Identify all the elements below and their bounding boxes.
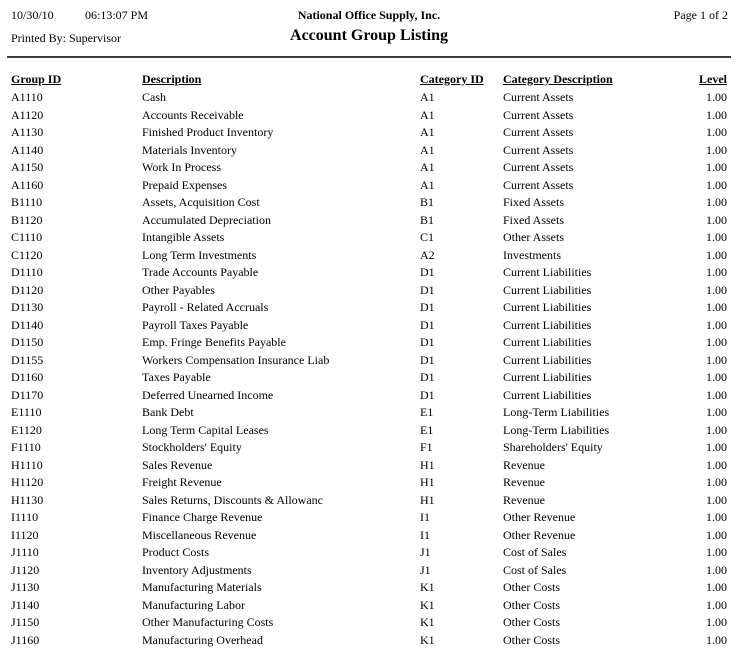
table-row (0, 317, 738, 335)
cell-category-id: H1 (420, 492, 435, 507)
cell-description: Manufacturing Labor (142, 597, 245, 612)
cell-group-id: J1160 (11, 632, 40, 647)
table-row (0, 212, 738, 230)
cell-level: 1.00 (706, 230, 727, 244)
cell-category-id: A1 (420, 142, 435, 157)
cell-group-id: C1110 (11, 230, 43, 244)
cell-category-description: Current Assets (503, 90, 574, 104)
table-row (0, 369, 738, 387)
cell-description: Intangible Assets (142, 230, 225, 244)
report-header (0, 0, 738, 56)
cell-category-description: Investments (503, 247, 561, 262)
cell-category-id: E1 (420, 405, 434, 419)
cell-category-description: Current Assets (503, 177, 574, 192)
cell-group-id: C1120 (11, 247, 43, 262)
cell-category-description: Current Liabilities (503, 300, 592, 314)
table-row (0, 177, 738, 195)
cell-description: Product Costs (142, 545, 210, 559)
cell-category-description: Cost of Sales (503, 545, 567, 559)
cell-category-description: Shareholders' Equity (503, 440, 603, 454)
table-row (0, 124, 738, 142)
cell-level: 1.00 (706, 160, 727, 174)
cell-group-id: D1170 (11, 387, 44, 402)
cell-level: 1.00 (706, 212, 727, 227)
cell-group-id: A1120 (11, 107, 44, 122)
cell-group-id: B1120 (11, 212, 43, 227)
table-row (0, 597, 738, 615)
cell-category-description: Other Revenue (503, 510, 576, 524)
cell-group-id: J1150 (11, 615, 40, 629)
cell-group-id: I1110 (11, 510, 39, 524)
cell-description: Deferred Unearned Income (142, 387, 274, 402)
cell-level: 1.00 (706, 580, 727, 594)
table-row (0, 509, 738, 527)
cell-group-id: J1120 (11, 562, 40, 577)
column-header-category-description: Category Description (503, 72, 613, 86)
table-row (0, 247, 738, 265)
cell-group-id: H1130 (11, 492, 44, 507)
cell-category-id: A1 (420, 160, 435, 174)
cell-level: 1.00 (706, 510, 727, 524)
cell-group-id: D1140 (11, 317, 44, 332)
cell-level: 1.00 (706, 405, 727, 419)
cell-description: Accumulated Depreciation (142, 212, 271, 227)
cell-category-description: Current Liabilities (503, 387, 592, 402)
cell-level: 1.00 (706, 387, 727, 402)
cell-group-id: A1160 (11, 177, 44, 192)
print-time: 06:13:07 PM (85, 8, 149, 22)
cell-level: 1.00 (706, 492, 727, 507)
cell-category-id: D1 (420, 352, 435, 367)
company-name: National Office Supply, Inc. (297, 8, 441, 22)
cell-level: 1.00 (706, 527, 727, 542)
cell-category-description: Current Assets (503, 125, 574, 139)
cell-group-id: E1120 (11, 422, 42, 437)
cell-description: Long Term Capital Leases (142, 422, 269, 437)
column-header-group-id: Group ID (11, 72, 62, 86)
cell-description: Sales Returns, Discounts & Allowanc (142, 492, 323, 507)
cell-group-id: D1110 (11, 265, 43, 279)
table-row (0, 492, 738, 510)
table-row (0, 439, 738, 457)
cell-category-id: A1 (420, 107, 435, 122)
table-row (0, 422, 738, 440)
cell-group-id: A1110 (11, 90, 43, 104)
cell-category-description: Current Liabilities (503, 335, 592, 349)
cell-level: 1.00 (706, 545, 727, 559)
cell-description: Other Payables (142, 282, 215, 297)
cell-group-id: B1110 (11, 195, 43, 209)
cell-description: Miscellaneous Revenue (142, 527, 257, 542)
cell-level: 1.00 (706, 632, 727, 647)
table-row (0, 544, 738, 562)
table-row (0, 264, 738, 282)
cell-category-description: Current Assets (503, 107, 574, 122)
cell-category-description: Current Liabilities (503, 370, 592, 384)
cell-category-id: F1 (420, 440, 433, 454)
cell-group-id: F1110 (11, 440, 41, 454)
cell-level: 1.00 (706, 265, 727, 279)
cell-category-id: A1 (420, 90, 435, 104)
cell-category-id: A1 (420, 177, 435, 192)
cell-description: Workers Compensation Insurance Liab (142, 352, 330, 367)
cell-description: Bank Debt (142, 405, 194, 419)
cell-level: 1.00 (706, 300, 727, 314)
cell-description: Emp. Fringe Benefits Payable (142, 335, 286, 349)
table-row (0, 299, 738, 317)
cell-description: Finance Charge Revenue (142, 510, 263, 524)
table-row (0, 107, 738, 125)
report-title: Account Group Listing (290, 27, 448, 44)
cell-level: 1.00 (706, 615, 727, 629)
cell-group-id: A1140 (11, 142, 44, 157)
column-header-category-id: Category ID (420, 72, 484, 86)
column-header-level: Level (699, 72, 727, 86)
cell-level: 1.00 (706, 597, 727, 612)
cell-category-id: J1 (420, 562, 431, 577)
cell-description: Work In Process (142, 160, 222, 174)
cell-category-description: Fixed Assets (503, 212, 565, 227)
cell-category-id: B1 (420, 195, 435, 209)
cell-description: Payroll - Related Accruals (142, 300, 269, 314)
cell-description: Prepaid Expenses (142, 177, 227, 192)
cell-category-id: D1 (420, 317, 435, 332)
cell-description: Manufacturing Overhead (142, 632, 263, 647)
cell-category-id: C1 (420, 230, 435, 244)
cell-level: 1.00 (706, 195, 727, 209)
table-row (0, 334, 738, 352)
cell-category-id: J1 (420, 545, 431, 559)
cell-category-id: K1 (420, 580, 435, 594)
cell-group-id: J1130 (11, 580, 40, 594)
cell-category-description: Revenue (503, 492, 545, 507)
cell-level: 1.00 (706, 370, 727, 384)
table-body (0, 89, 738, 649)
cell-category-id: E1 (420, 422, 434, 437)
cell-description: Assets, Acquisition Cost (142, 195, 260, 209)
cell-category-description: Long-Term Liabilities (503, 405, 610, 419)
cell-group-id: D1130 (11, 300, 44, 314)
cell-description: Manufacturing Materials (142, 580, 262, 594)
cell-group-id: J1140 (11, 597, 40, 612)
table-row (0, 632, 738, 650)
table-row (0, 229, 738, 247)
cell-category-description: Current Liabilities (503, 265, 592, 279)
cell-level: 1.00 (706, 352, 727, 367)
cell-category-description: Fixed Assets (503, 195, 565, 209)
table-row (0, 614, 738, 632)
table-row (0, 562, 738, 580)
table-row (0, 352, 738, 370)
cell-category-description: Other Assets (503, 230, 564, 244)
table-row (0, 194, 738, 212)
cell-level: 1.00 (706, 475, 727, 489)
cell-category-id: I1 (420, 527, 430, 542)
cell-category-id: A2 (420, 247, 435, 262)
cell-group-id: H1110 (11, 457, 43, 472)
cell-description: Long Term Investments (142, 247, 257, 262)
cell-category-id: D1 (420, 387, 435, 402)
cell-category-description: Cost of Sales (503, 562, 567, 577)
cell-group-id: D1155 (11, 352, 44, 367)
cell-category-id: D1 (420, 300, 435, 314)
cell-category-description: Current Assets (503, 142, 574, 157)
table-row (0, 474, 738, 492)
cell-category-description: Current Liabilities (503, 282, 592, 297)
table-header-row (0, 70, 738, 89)
printed-by: Printed By: Supervisor (11, 31, 121, 45)
cell-group-id: D1150 (11, 335, 44, 349)
cell-category-id: A1 (420, 125, 435, 139)
cell-description: Accounts Receivable (142, 107, 244, 122)
table-row (0, 282, 738, 300)
cell-group-id: D1160 (11, 370, 44, 384)
cell-group-id: A1130 (11, 125, 44, 139)
cell-category-id: K1 (420, 632, 435, 647)
cell-category-description: Other Costs (503, 597, 560, 612)
page-indicator: Page 1 of 2 (673, 8, 728, 22)
cell-category-description: Current Liabilities (503, 352, 592, 367)
cell-level: 1.00 (706, 107, 727, 122)
cell-category-id: I1 (420, 510, 430, 524)
cell-category-description: Other Costs (503, 580, 560, 594)
cell-category-description: Current Liabilities (503, 317, 592, 332)
cell-level: 1.00 (706, 177, 727, 192)
cell-category-id: B1 (420, 212, 435, 227)
cell-category-id: H1 (420, 457, 435, 472)
cell-category-id: H1 (420, 475, 435, 489)
cell-category-description: Other Revenue (503, 527, 576, 542)
cell-description: Trade Accounts Payable (142, 265, 259, 279)
cell-level: 1.00 (706, 562, 727, 577)
cell-description: Freight Revenue (142, 475, 222, 489)
table-row (0, 89, 738, 107)
cell-category-id: K1 (420, 615, 435, 629)
table-row (0, 457, 738, 475)
header-divider (7, 56, 731, 58)
cell-description: Sales Revenue (142, 457, 213, 472)
table-row (0, 159, 738, 177)
cell-level: 1.00 (706, 335, 727, 349)
cell-category-description: Revenue (503, 457, 545, 472)
cell-group-id: E1110 (11, 405, 42, 419)
cell-group-id: H1120 (11, 475, 44, 489)
table-row (0, 579, 738, 597)
cell-category-id: D1 (420, 265, 435, 279)
cell-category-description: Other Costs (503, 615, 560, 629)
cell-category-id: D1 (420, 335, 435, 349)
cell-category-id: D1 (420, 282, 435, 297)
cell-group-id: I1120 (11, 527, 39, 542)
cell-level: 1.00 (706, 247, 727, 262)
print-date: 10/30/10 (11, 8, 54, 22)
cell-level: 1.00 (706, 125, 727, 139)
cell-description: Stockholders' Equity (142, 440, 242, 454)
cell-group-id: J1110 (11, 545, 39, 559)
cell-level: 1.00 (706, 422, 727, 437)
table-row (0, 404, 738, 422)
cell-description: Cash (142, 90, 166, 104)
cell-level: 1.00 (706, 440, 727, 454)
table-row (0, 387, 738, 405)
cell-category-id: K1 (420, 597, 435, 612)
cell-level: 1.00 (706, 282, 727, 297)
cell-description: Other Manufacturing Costs (142, 615, 274, 629)
table-row (0, 527, 738, 545)
cell-category-description: Long-Term Liabilities (503, 422, 610, 437)
table-row (0, 142, 738, 160)
column-header-description: Description (142, 72, 202, 86)
cell-category-description: Current Assets (503, 160, 574, 174)
cell-description: Inventory Adjustments (142, 562, 252, 577)
cell-category-id: D1 (420, 370, 435, 384)
cell-description: Payroll Taxes Payable (142, 317, 249, 332)
cell-group-id: D1120 (11, 282, 44, 297)
account-group-table (0, 70, 738, 649)
cell-level: 1.00 (706, 457, 727, 472)
cell-level: 1.00 (706, 317, 727, 332)
cell-level: 1.00 (706, 90, 727, 104)
cell-category-description: Other Costs (503, 632, 560, 647)
cell-description: Materials Inventory (142, 142, 237, 157)
cell-description: Taxes Payable (142, 370, 211, 384)
cell-description: Finished Product Inventory (142, 125, 274, 139)
cell-category-description: Revenue (503, 475, 545, 489)
cell-level: 1.00 (706, 142, 727, 157)
cell-group-id: A1150 (11, 160, 44, 174)
